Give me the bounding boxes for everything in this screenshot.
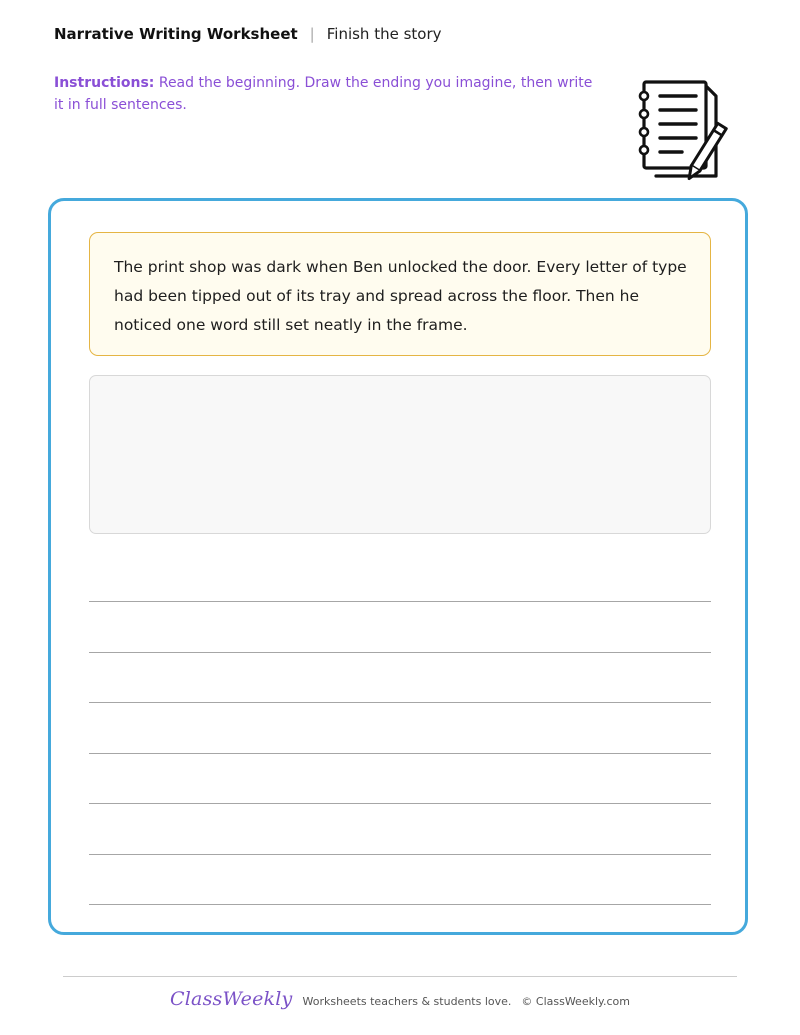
writing-line[interactable] <box>89 803 711 804</box>
worksheet-subtitle: Finish the story <box>326 25 442 43</box>
header-separator: | <box>309 25 315 43</box>
writing-line[interactable] <box>89 854 711 855</box>
writing-line[interactable] <box>89 652 711 653</box>
story-beginning-box <box>89 232 711 356</box>
brand-logo: ClassWeekly <box>170 988 293 1010</box>
footer-tagline: Worksheets teachers & students love. <box>302 995 512 1008</box>
worksheet-header <box>54 25 442 43</box>
writing-line[interactable] <box>89 904 711 905</box>
story-beginning-text: The print shop was dark when Ben unlocked the door. Every letter of type had been tipped out of its tray and spread across the floor. Then he noticed one word still set neatly in the frame. <box>114 258 687 334</box>
writing-line[interactable] <box>89 601 711 602</box>
footer-copyright: © ClassWeekly.com <box>521 995 630 1008</box>
writing-line[interactable] <box>89 753 711 754</box>
instructions <box>54 72 594 116</box>
worksheet-title: Narrative Writing Worksheet <box>54 25 298 43</box>
instructions-label: Instructions: <box>54 75 155 91</box>
drawing-area[interactable] <box>89 375 711 534</box>
writing-line[interactable] <box>89 702 711 703</box>
notepad-pencil-icon <box>634 80 738 192</box>
footer <box>0 988 800 1010</box>
instructions-text: Read the beginning. Draw the ending you imagine, then write it in full sentences. <box>54 75 593 113</box>
footer-divider <box>63 976 737 977</box>
